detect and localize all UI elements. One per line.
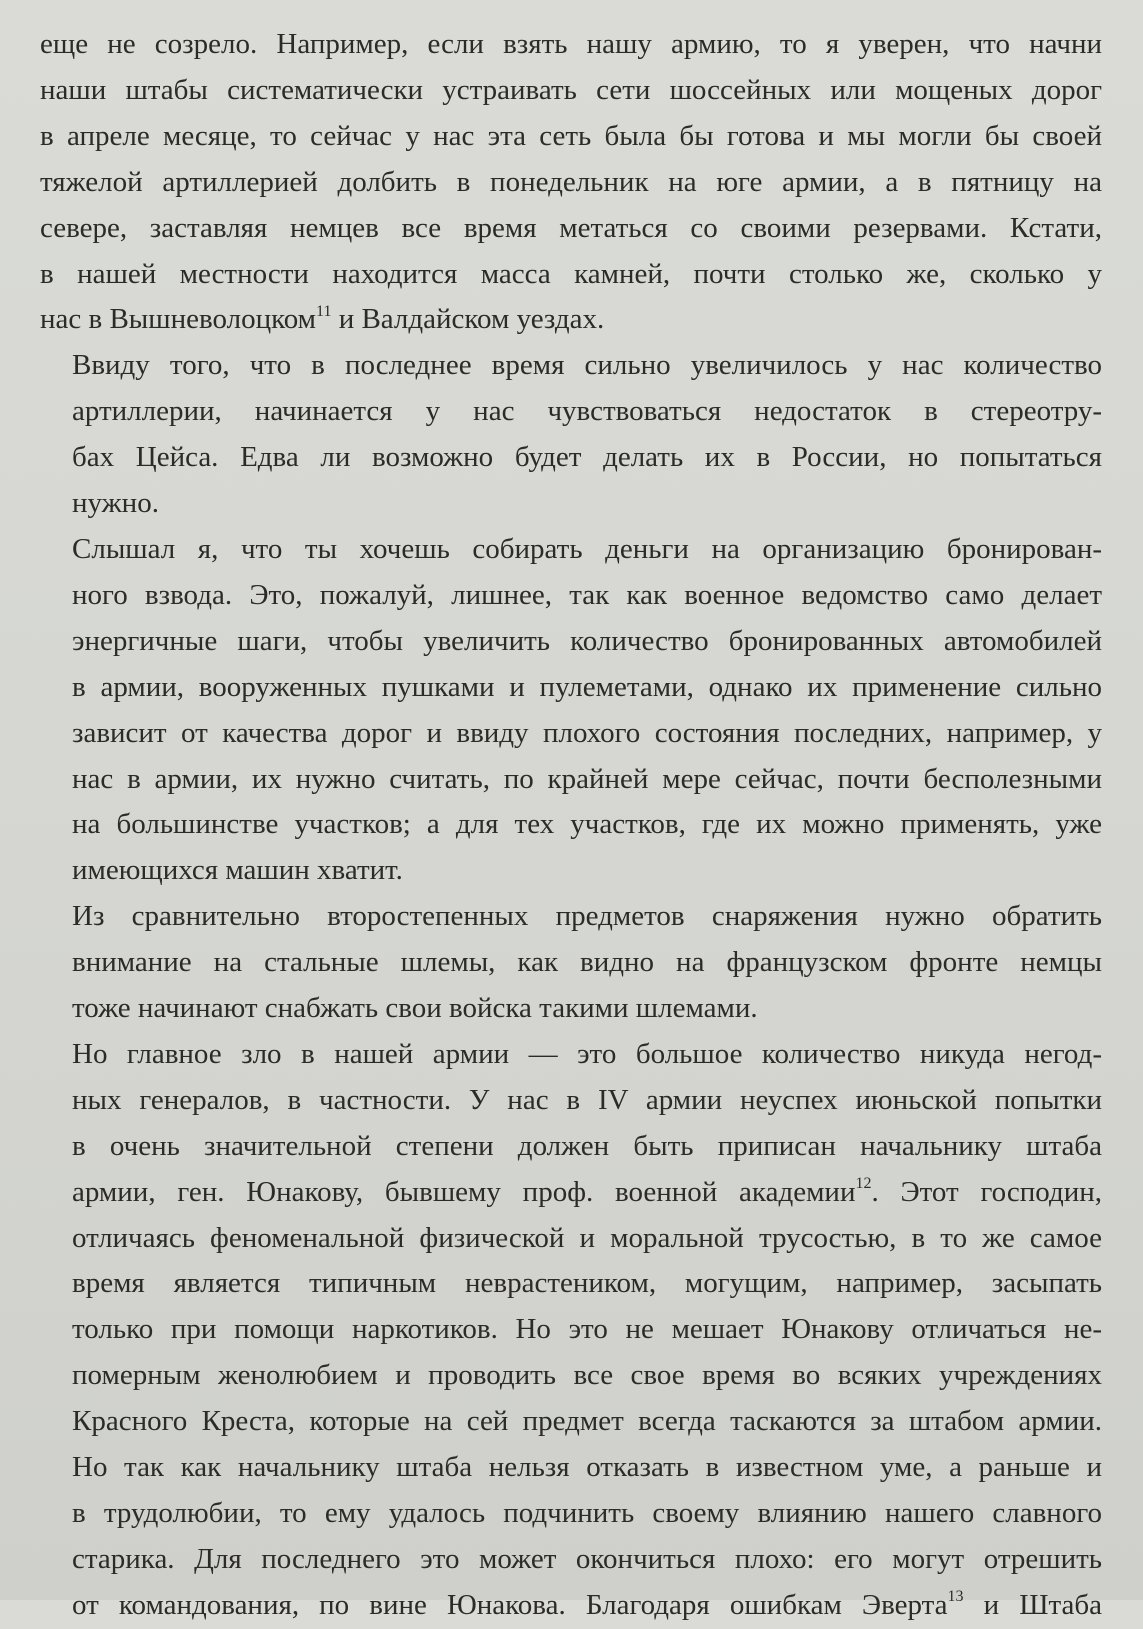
text-line: нас в армии, их нужно считать, по крайней мере сейчас, почти бесполезными [72, 762, 1102, 795]
text-line: Но главное зло в нашей армии — это большое количество никуда негод- [72, 1037, 1102, 1070]
text-line: еще не созрело. Например, если взять нашу армию, то я уверен, что начни [40, 28, 1102, 60]
text-line: нужно. [72, 487, 159, 520]
footnote-marker: 12 [855, 1175, 872, 1192]
text-line: внимание на стальные шлемы, как видно на французском фронте немцы [72, 946, 1102, 979]
line-text: и Штаба [963, 1588, 1102, 1621]
text-line: отличаясь феноменальной физической и моральной трусостью, в то же самое [72, 1221, 1102, 1254]
page-body-text [40, 22, 1102, 1629]
text-line: энергичные шаги, чтобы увеличить количество бронированных автомобилей [72, 624, 1102, 657]
text-line: наши штабы систематически устраивать сети шоссейных или мощеных дорог [40, 73, 1102, 106]
text-line: время является типичным неврастеником, могущим, например, засыпать [72, 1267, 1102, 1300]
text-line: только при помощи наркотиков. Но это не мешает Юнакову отличаться не- [72, 1313, 1102, 1346]
paragraph [40, 527, 1102, 894]
text-line: бах Цейса. Едва ли возможно будет делать их в России, но попытаться [72, 441, 1102, 474]
paragraph [40, 22, 1102, 343]
text-line: ного взвода. Это, пожалуй, лишнее, так как военное ведомство само делает [72, 578, 1102, 611]
text-line: в трудолюбии, то ему удалось подчинить своему влиянию нашего славного [72, 1497, 1102, 1529]
text-line: Красного Креста, которые на сей предмет всегда таскаются за штабом армии. [72, 1405, 1102, 1438]
text-line: зависит от качества дорог и ввиду плохого состояния последних, например, у [72, 716, 1102, 749]
text-line: тоже начинают снабжать свои войска такими шлемами. [72, 992, 758, 1025]
text-line: Слышал я, что ты хочешь собирать деньги на организацию бронирован- [72, 532, 1102, 565]
line-text: . Этот господин, [871, 1175, 1102, 1208]
line-text: армии, ген. Юнакову, бывшему проф. военной академии [72, 1175, 856, 1208]
text-line: Из сравнительно второстепенных предметов снаряжения нужно обратить [72, 900, 1102, 933]
line-text: и Валдайском уездах. [331, 303, 605, 336]
text-line: Но так как начальнику штаба нельзя отказать в известном уме, а раньше и [72, 1451, 1102, 1484]
text-line: Ввиду того, что в последнее время сильно увеличилось у нас количество [72, 349, 1102, 382]
text-line: в очень значительной степени должен быть приписан начальнику штаба [72, 1129, 1102, 1162]
text-line [40, 1170, 1102, 1216]
paragraph [40, 343, 1102, 527]
text-line: севере, заставляя немцев все время метаться со своими резервами. Кстати, [40, 211, 1102, 244]
text-line: померным женолюбием и проводить все свое время во всяких учреждениях [72, 1359, 1102, 1392]
paragraph [40, 894, 1102, 1032]
text-line: в армии, вооруженных пушками и пулеметами, однако их применение сильно [72, 670, 1102, 703]
text-line: на большинстве участков; а для тех участков, где их можно применять, уже [72, 808, 1102, 841]
paragraph [40, 1032, 1102, 1629]
line-text: нас в Вышневолоцком [40, 303, 317, 336]
text-line: тяжелой артиллерией долбить в понедельник на юге армии, а в пятницу на [40, 165, 1102, 198]
footnote-marker: 11 [316, 302, 332, 320]
text-line: имеющихся машин хватит. [72, 854, 403, 887]
text-line: в нашей местности находится масса камней, почти столько же, сколько у [40, 257, 1102, 290]
text-line [40, 1583, 1102, 1629]
line-text: от командования, по вине Юнакова. Благодаря ошибкам Эверта [72, 1588, 948, 1621]
text-line [40, 297, 1102, 343]
text-line: ных генералов, в частности. У нас в IV армии неуспех июньской попытки [72, 1083, 1102, 1116]
footnote-marker: 13 [947, 1588, 964, 1606]
text-line: в апреле месяце, то сейчас у нас эта сеть была бы готова и мы могли бы своей [40, 119, 1102, 152]
text-line: старика. Для последнего это может окончиться плохо: его могут отрешить [72, 1542, 1102, 1575]
text-line: артиллерии, начинается у нас чувствоваться недостаток в стереотру- [72, 395, 1102, 428]
